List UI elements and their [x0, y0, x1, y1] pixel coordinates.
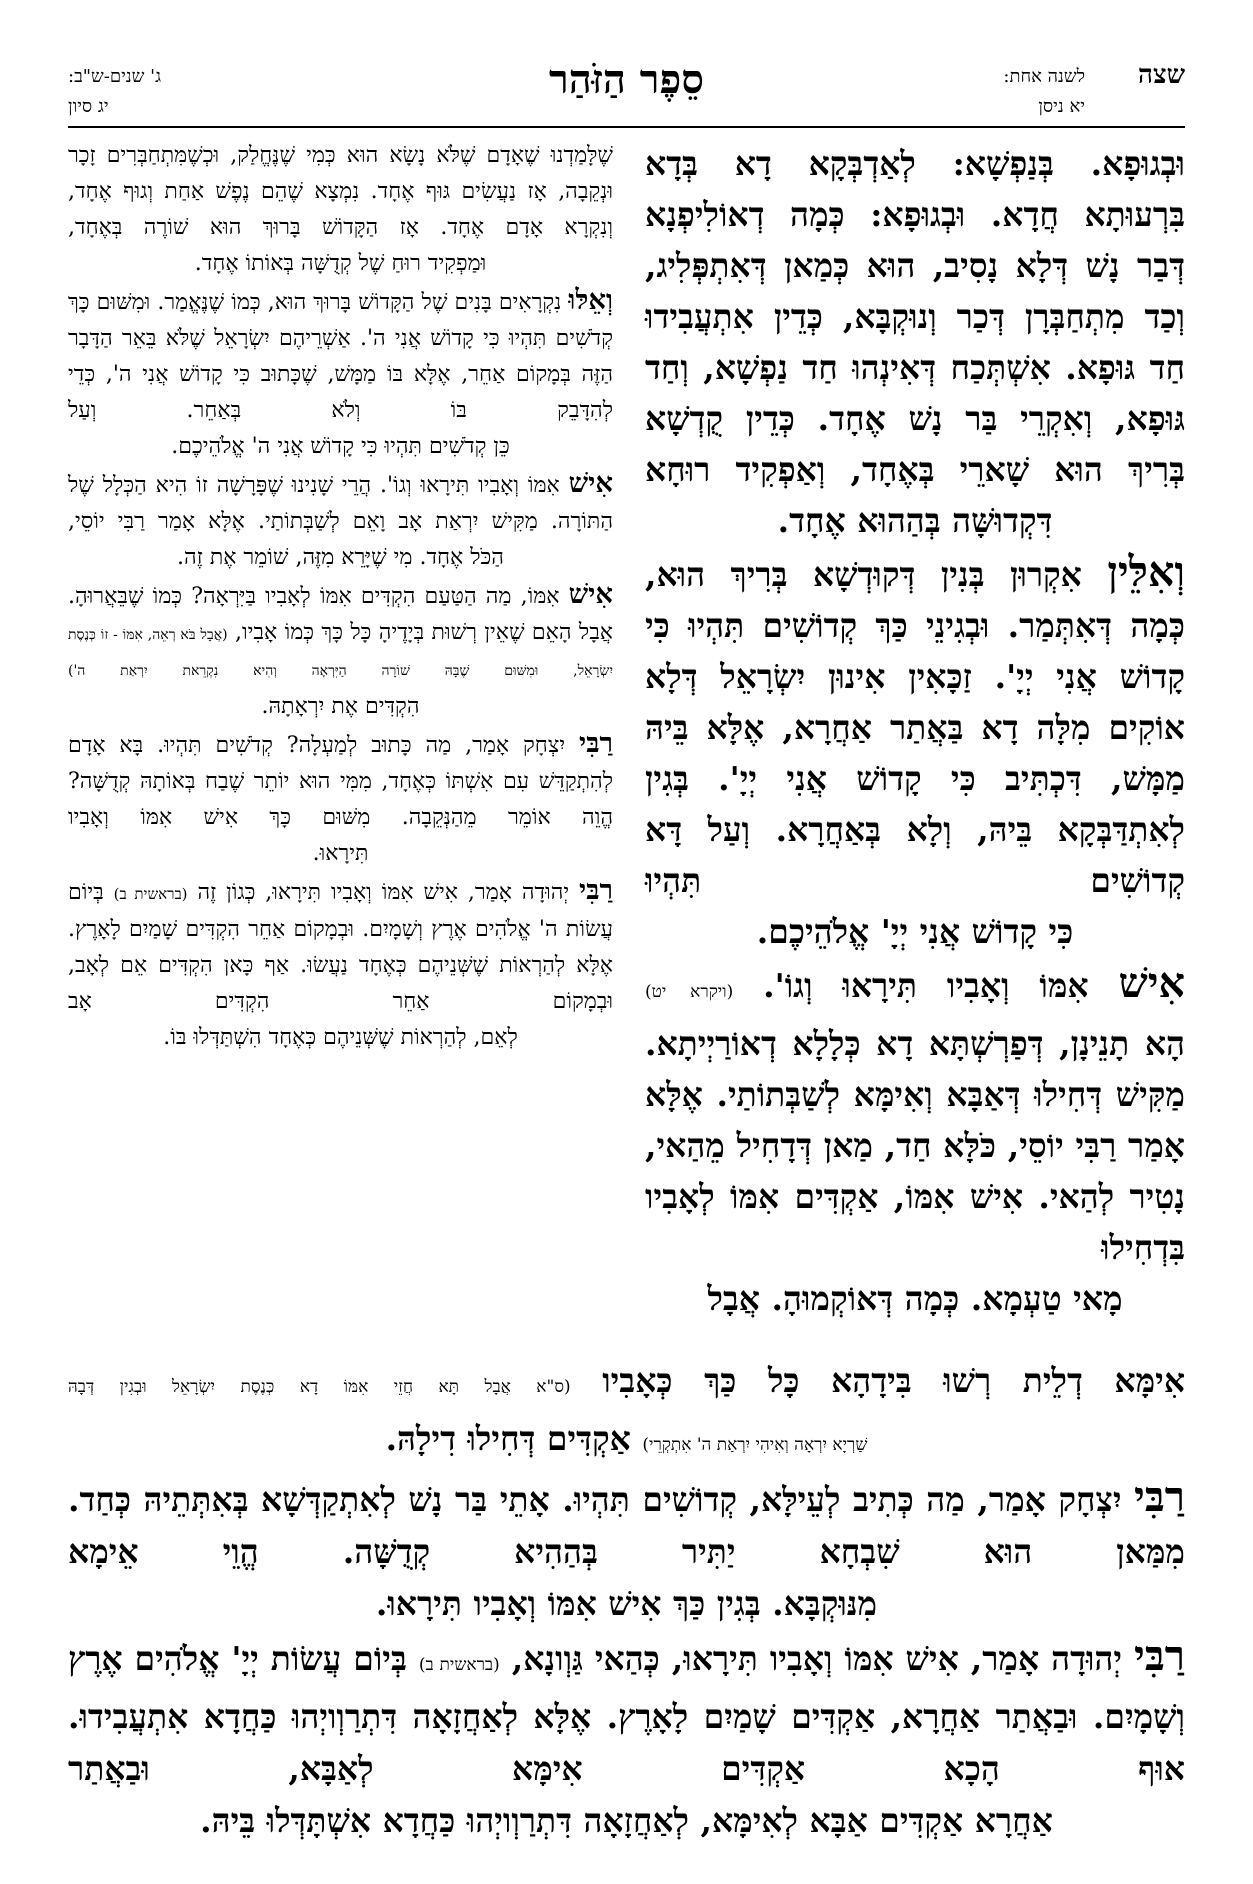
hebrew-paragraph-6-end: לְאֵם, לְהַרְאוֹת שֶׁשְּׁנֵיהֶם כְּאֶחָד הִשְׁתַּדְּלוּ בּוֹ.: [163, 1025, 518, 1050]
bottom-paragraph-2: [68, 1471, 1185, 1578]
hebrew-paragraph-1: שֶׁלָּמַדְנוּ שֶׁאָדָם שֶׁלֹּא נָשָׂא הוּא כְּמִי שֶׁנֶּחֱלַק, וּכְשֶׁמִּתְחַבְּרִים זָכָר וּנְקֵבָה, אָז נַעֲשִׂים גּוּף אֶחָד. נִמְצָא שֶׁהֵם נֶפֶשׁ אַחַת וְגוּף אֶחָד, וְנִקְרָא אָדָם אֶחָד. אָז הַקָּדוֹשׁ בָּרוּךְ הוּא שׁוֹרֶה בְּאֶחָד,: [68, 143, 613, 240]
aramaic-text: בְּיוֹם עֲשׂוֹת יְיָ' אֱלֹהִים אֶרֶץ וְשָׁמָיִם. וּבַאֲתַר אַחֲרָא, אַקְדִּים שָׁמַיִם לָאָרֶץ. אֶלָּא לְאַחֲזָאָה דִּתְרַוְויְהוּ כַּחֲדָא אִתְעֲבִידוּ. אוּף הָכָא אַקְדִּים אִימָּא לְאַבָּא, וּבַאֲתַר: [68, 1639, 1185, 1788]
hebrew-paragraph-2: [68, 282, 613, 429]
hebrew-lead-word: אִישׁ: [568, 467, 613, 499]
citation: (בראשית ב): [113, 885, 188, 903]
hebrew-text: יְהוּדָה אָמַר, אִישׁ אִמּוֹ וְאָבִיו תִּירָאוּ, כְּגוֹן זֶה: [197, 880, 570, 905]
header-right-line1: לשנה אחת:: [1003, 66, 1085, 87]
header-left-line1: ג' שנים-ש"ב:: [68, 66, 162, 87]
aramaic-text: יִצְחָק אָמַר, מַה כְּתִיב לְעֵילָּא, קְדוֹשִׁים תִּהְיוּ. אָתֵי בַּר נָשׁ לְאִתְקַדְּשָׁא בְּאִתְּתֵיהּ כְּחַד. מִמַּאן הוּא שִׁבְחָא יַתִּיר בְּהַהִיא קְדֻשָּׁה. הֱוֵי אֵימָא: [68, 1480, 1185, 1571]
header-right-line2: יא ניסן: [1038, 96, 1085, 117]
aramaic-lead-word: וְאִלֵּין: [1107, 547, 1185, 596]
bottom-full-width-text: [68, 1355, 1185, 1847]
aramaic-text: אִמּוֹ וְאָבִיו תִּירָאוּ וְגוֹ'.: [763, 966, 1089, 1005]
hebrew-lead-word: רַבִּי: [579, 874, 614, 906]
aramaic-paragraph-3b: הָא תָנֵינָן, דְּפַרְשְׁתָּא דָא כְּלָלָא דְאוֹרַיְיתָא. מַקִּישׁ דְּחִילוּ דְּאַבָּא וְאִימָּא לְשַׁבְּתוֹתַי. אֶלָּא אָמַר רַבִּי יוֹסֵי, כֹּלָּא חַד, מַאן דְּדָחִיל מֵהַאי, נָטִיר לְהַאי. אִישׁ אִמּוֹ, אַקְדִּים אִמּוֹ לְאָבִיו בִּדְחִילוּ: [645, 1024, 1185, 1267]
hebrew-note-line: יִשְׂרָאֵל, וּמִשּׁוּם שֶׁבָּהּ שׁוֹרָה הַיִּרְאָה וְהִיא נִקְרֵאת יִרְאַת ה'): [68, 663, 613, 679]
aramaic-paragraph-1-end: דִּקְדוּשָּׁה בְּהַהוּא אֶחָד.: [777, 501, 1053, 540]
hebrew-note: (אֲבָל בֹּא רְאֵה, אִמּוֹ - זוֹ כְּנֶסֶת: [68, 627, 228, 643]
aramaic-text: אַקְדִּים דְּחִילוּ דִילָהּ.: [385, 1419, 631, 1458]
aramaic-paragraph-2: [645, 546, 1185, 600]
aramaic-paragraph-2b: כְּמָה דְּאִתְּמַר. וּבְגִינֵי כַּךְ קְדוֹשִׁים תִּהְיוּ כִּי קָדוֹשׁ אֲנִי יְיָ'. זַכָּאִין אִינוּן יִשְׂרָאֵל דְּלָא אוֹקִים מִלָּה דָא בַּאֲתַר אַחֲרָא, אֶלָּא בֵּיהּ מַמָּשׁ, דִּכְתִּיב כִּי קָדוֹשׁ אֲנִי יְיָ'. בְּגִין לְאִתְדַּבְּקָא בֵּיהּ, וְלָא בְּאַחֲרָא. וְעַל דָּא קְדוֹשִׁים תִּהְיוּ: [645, 606, 1185, 900]
page-number: שצה: [1138, 60, 1185, 90]
hebrew-lead-word: רַבִּי: [579, 727, 614, 759]
header-divider: [68, 126, 1185, 128]
aramaic-column: [645, 138, 1185, 1324]
aramaic-lead-word: רַבִּי: [1134, 1631, 1185, 1680]
hebrew-paragraph-4-end: הִקְדִּים אֶת יִרְאָתָהּ.: [261, 694, 420, 719]
hebrew-lead-word: אִישׁ: [568, 578, 613, 610]
hebrew-paragraph-1-end: וּמַפְקִיד רוּחַ שֶׁל קְדֻשָּׁה בְּאוֹתוֹ אֶחָד.: [194, 251, 487, 276]
hebrew-text: אִמּוֹ, מַה הַטַּעַם הִקְדִּים אִמּוֹ לְאָבִיו בַּיִּרְאָה? כְּמוֹ שֶׁבֵּאֲרוּהָ. אֲבָל הָאֵם שֶׁאֵין רְשׁוּת בְּיָדֶיהָ כָּל כָּךְ כְּמוֹ אָבִיו,: [68, 584, 614, 645]
hebrew-paragraph-2-end: כֵּן קְדֹשִׁים תִּהְיוּ כִּי קָדוֹשׁ אֲנִי ה' אֱלֹהֵיכֶם.: [171, 434, 510, 459]
citation: (בראשית ב): [418, 1655, 500, 1675]
hebrew-paragraph-6: [68, 872, 613, 1020]
hebrew-text: אִמּוֹ וְאָבִיו תִּירָאוּ וְגוֹ'. הֲרֵי שָׁנִינוּ שֶׁפָּרָשָׁה זוֹ הִיא הַכְּלָל שֶׁל הַתּוֹרָה. מַקִּישׁ יִרְאַת אָב וָאֵם לְשַׁבְּתוֹתַי. אֶלָּא אָמַר רַבִּי יוֹסֵי,: [68, 473, 613, 534]
hebrew-lead-word: וְאֵלּוּ: [568, 284, 614, 316]
hebrew-text: נִקְרָאִים בָּנִים שֶׁל הַקָּדוֹשׁ בָּרוּךְ הוּא, כְּמוֹ שֶׁנֶּאֱמַר. וּמִשּׁוּם כָּךְ קְדֹשִׁים תִּהְיוּ כִּי קָדוֹשׁ אֲנִי ה'. אַשְׁרֵיהֶם יִשְׂרָאֵל שֶׁלֹּא בֵּאֵר הַדָּבָר הַזֶּה בְּמָקוֹם אַחֵר, אֶלָּא בּוֹ מַמָּשׁ, שֶׁכָּתוּב כִּי קָדוֹשׁ אֲנִי ה', כְּדֵי לְהִדָּבֵק בּוֹ וְלֹא בְּאַחֵר. וְעַל: [68, 290, 613, 423]
aramaic-text: אִקְרוּן בְּנִין דְּקוּדְשָׁא בְּרִיךְ הוּא,: [645, 555, 1082, 594]
hebrew-paragraph-4: [68, 576, 613, 653]
hebrew-paragraph-3-end: הַכֹּל אֶחָד. מִי שֶׁיָּרֵא מִזֶּה, שׁוֹמֵר אֶת זֶה.: [177, 545, 504, 570]
aramaic-text: אִימָּא דְלֵית רְשׁוּ בִּידָהָא כָּל כַּךְ כְּאָבִיו: [602, 1361, 1186, 1400]
bottom-line-1: [68, 1355, 1185, 1413]
aramaic-paragraph-2-end: כִּי קָדוֹשׁ אֲנִי יְיָ' אֱלֹהֵיכֶם.: [756, 912, 1074, 951]
aramaic-paragraph-3: [645, 957, 1185, 1018]
bottom-line-1-end: [68, 1413, 1185, 1471]
hebrew-text: בְּיוֹם עֲשׂוֹת ה' אֱלֹהִים אֶרֶץ וְשָׁמָיִם. וּבְמָקוֹם אַחֵר הִקְדִּים שָׁמַיִם לָאָרֶץ. אֶלָּא לְהַרְאוֹת שֶׁשְּׁנֵיהֶם כְּאֶחָד נַעֲשׂוּ. אַף כָּאן הִקְדִּים אֵם לְאָב, וּבְמָקוֹם אַחֵר הִקְדִּים אָב: [68, 880, 613, 1014]
header-left-info: [68, 62, 161, 122]
aramaic-lead-word: אִישׁ: [1118, 958, 1185, 1007]
page-title: סֵפֶר הַזֹּהַר: [549, 56, 704, 103]
page-header: [68, 58, 1185, 128]
bottom-paragraph-3: [68, 1630, 1185, 1795]
hebrew-text: יִצְחָק אָמַר, מַה כָּתוּב לְמַעְלָה? קְדֹשִׁים תִּהְיוּ. בָּא אָדָם לְהִתְקַדֵּשׁ עִם אִשְׁתּוֹ כְּאֶחָד, מִמִּי הוּא יוֹתֵר שֶׁבַח בְּאוֹתָהּ קְדֻשָּׁה? הֱוֵה אוֹמֵר מֵהַנְּקֵבָה. מִשּׁוּם כָּךְ אִישׁ אִמּוֹ וְאָבִיו: [68, 733, 613, 830]
variant-note: (ס"א אֲבָל תָּא חֲזֵי אִמּוֹ דָא כְּנֶסֶת יִשְׂרָאֵל וּבְגִין דְּבָהּ: [68, 1377, 571, 1397]
variant-note: שַׁרְיָא יִרְאָה וְאִיהִי יִרְאַת ה' אִתְקְרֵי): [642, 1435, 868, 1455]
citation: (ויקרא יט): [645, 982, 734, 1002]
bottom-paragraph-3-end: אַחֲרָא אַקְדִּים אַבָּא לְאִימָּא, לְאַחֲזָאָה דִּתְרַוְויְהוּ כַּחֲדָא אִשְׁתָּדְּלוּ בֵּיהּ.: [200, 1801, 1053, 1840]
hebrew-paragraph-5-end: תִּירָאוּ.: [312, 841, 369, 866]
hebrew-column: [68, 138, 613, 1056]
header-left-line2: יג סיון: [68, 96, 109, 117]
hebrew-paragraph-5: [68, 725, 613, 836]
hebrew-paragraph-3: [68, 465, 613, 540]
aramaic-paragraph-1: וּבְגוּפָא. בְּנַפְשָׁא: לְאַדְבְּקָא דָא בְּדָא בִּרְעוּתָא חֲדָא. וּבְגוּפָא: כְּמָה דְאוֹלִיפְנָא דְּבַר נָשׁ דְּלָא נָסִיב, הוּא כְּמַאן דְּאִתְפְּלִיג, וְכַד מִתְחַבְּרָן דְּכַר וְנוּקְבָּא, כְּדֵין אִתְעֲבִידוּ חַד גּוּפָא. אִשְׁתְּכַח דְּאִינְהוּ חַד נַפְשָׁא, וְחַד גּוּפָא, וְאִקְרֵי בַּר נָשׁ אֶחָד. כְּדֵין קֻדְשָׁא בְּרִיךְ הוּא שָׁארֵי בְּאֶחָד, וְאַפְקִיד רוּחָא: [645, 144, 1185, 489]
aramaic-text: יְהוּדָה אָמַר, אִישׁ אִמּוֹ וְאָבִיו תִּירָאוּ, כְּהַאי גַּוְונָא,: [511, 1639, 1123, 1678]
aramaic-paragraph-3-end: מָאי טַעְמָא. כְּמָה דְּאוֹקְמוּהָ. אֲבָל: [707, 1279, 1123, 1318]
bottom-paragraph-2-end: מִנּוּקְבָּא. בְּגִין כַּךְ אִישׁ אִמּוֹ וְאָבִיו תִּירָאוּ.: [375, 1584, 878, 1623]
aramaic-lead-word: רַבִּי: [1134, 1472, 1186, 1521]
